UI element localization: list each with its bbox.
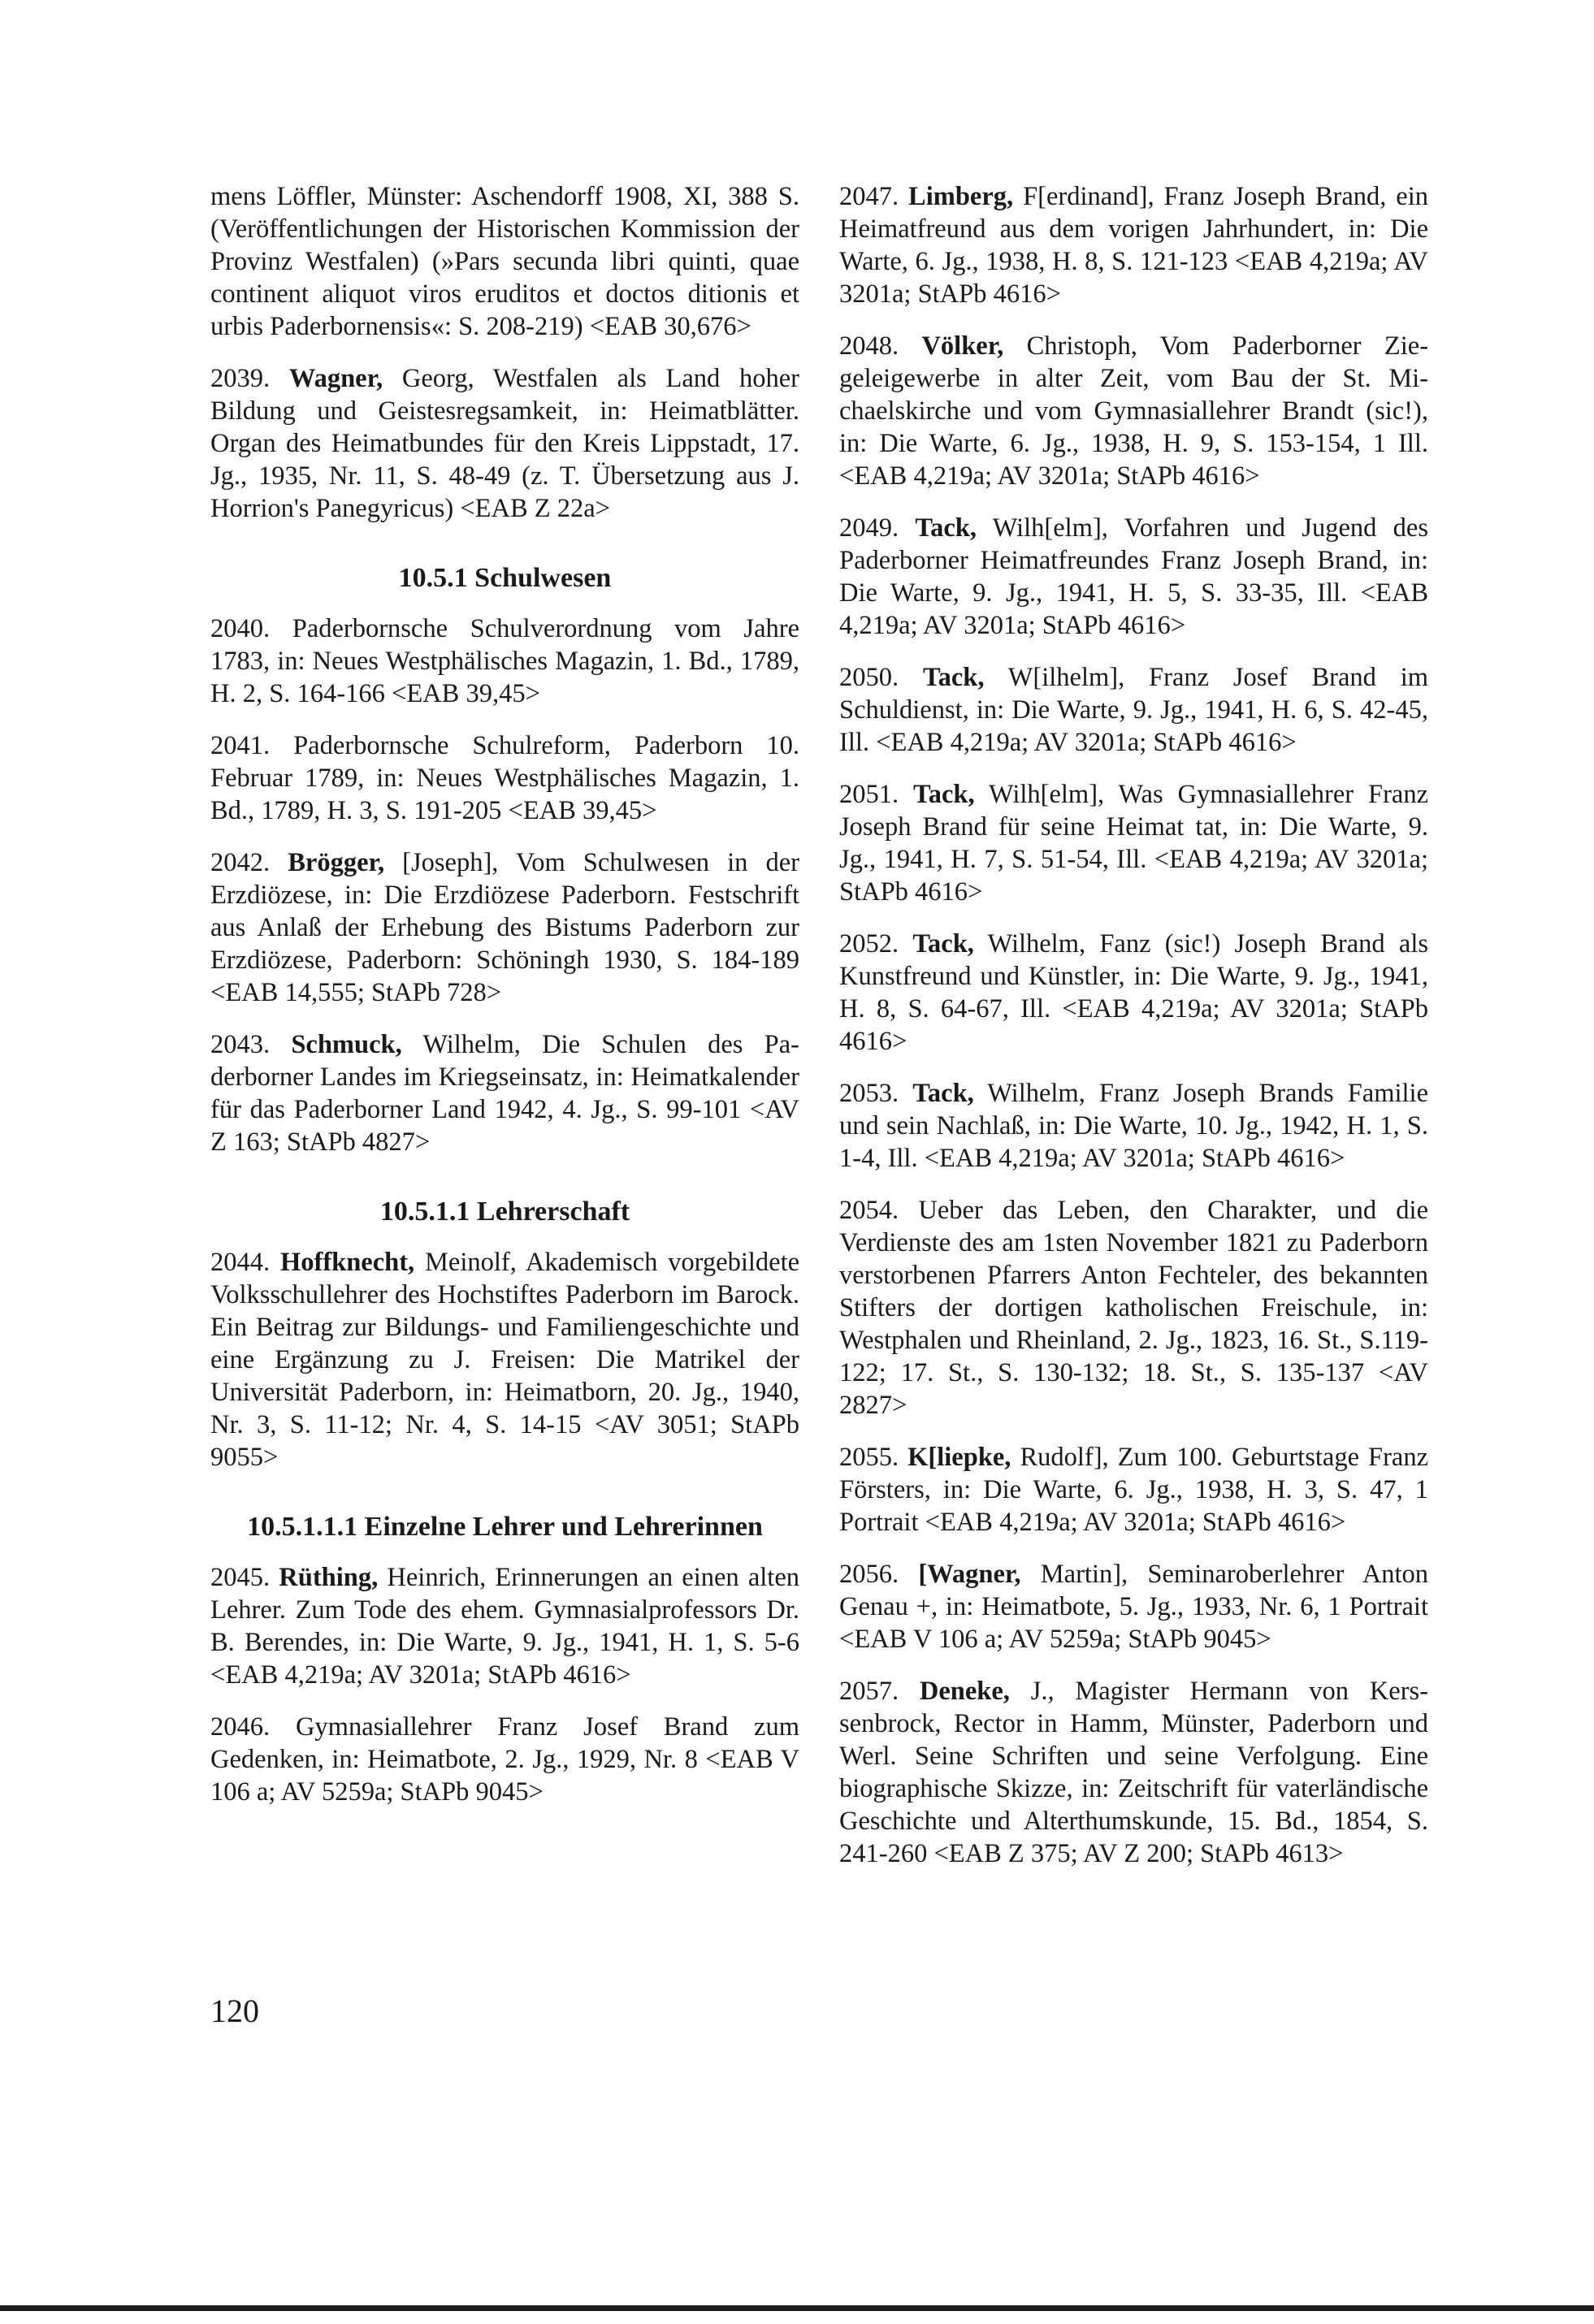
bibliography-entry xyxy=(839,1675,1428,1870)
entry-author: Tack, xyxy=(922,663,985,692)
bibliography-entry xyxy=(210,729,799,827)
bibliography-entry xyxy=(839,180,1428,310)
entry-text: Rudolf], Zum 100. Geburtstage Franz Försters, in: Die Warte, 6. Jg., 1938, H. 3, S. 47, 1 Portrait <EAB 4,219a; AV 3201a; StAPb 4616> xyxy=(839,1443,1429,1537)
entry-text: mens Löffler, Münster: Aschendorff 1908, XI, 388 S. (Veröffentlichungen der Historischen Kommission der Provinz Westfalen) (»Pars secunda libri quinti, quae continent aliquot viros eruditos et doctos ditionis et urbis Paderbornensis«: S. 208-219) <EAB 30,676> xyxy=(210,182,799,341)
entry-number: 2056. xyxy=(839,1560,899,1589)
bibliography-entry xyxy=(839,1441,1428,1539)
entry-author: Tack, xyxy=(913,780,975,809)
bibliography-entry xyxy=(210,1711,799,1808)
entry-author: Rüthing, xyxy=(279,1563,379,1592)
entry-number: 2049. xyxy=(839,513,899,543)
entry-number: 2044. xyxy=(210,1248,271,1277)
entry-number: 2042. xyxy=(210,848,271,877)
bibliography-entry xyxy=(210,180,799,343)
entry-author: Tack, xyxy=(912,1079,974,1108)
entry-number: 2046. xyxy=(210,1712,271,1742)
entry-author: Limberg, xyxy=(908,182,1014,211)
entry-text: Wilhelm, Die Schulen des Paderborner Landes im Kriegseinsatz, in: Heimatkalender für das Paderborner Land 1942, 4. Jg., S. 99-101 <AV Z 163; StAPb 4827> xyxy=(210,1030,799,1157)
bibliography-entry xyxy=(210,1028,799,1158)
entry-text: Wilh[elm], Was Gymnasiallehrer Franz Joseph Brand für seine Heimat tat, in: Die Warte, 9. Jg., 1941, H. 7, S. 51-54, Ill. <EAB 4,219a; AV 3201a; StAPb 4616> xyxy=(839,780,1429,907)
entry-number: 2051. xyxy=(839,780,899,809)
entry-author: Tack, xyxy=(912,929,974,959)
entry-number: 2050. xyxy=(839,663,899,692)
entry-number: 2054. xyxy=(839,1196,899,1225)
right-column xyxy=(839,180,1428,1889)
bottom-rule xyxy=(0,2305,1594,2311)
entry-text: J., Magister Hermann von Kerssenbrock, Rector in Hamm, Münster, Paderborn und Werl. Seine Schriften und seine Verfolgung. Eine biographische Skizze, in: Zeitschrift für vaterländische Geschichte und Alterthumskunde, 15. Bd., 1854, S. 241-260 <EAB Z 375; AV Z 200; StAPb 4613> xyxy=(839,1677,1429,1868)
entry-text: Paderbornsche Schulverordnung vom Jahre 1783, in: Neues Westphälisches Magazin, 1. Bd., 1789, H. 2, S. 164-166 <EAB 39,45> xyxy=(210,614,799,708)
section-heading: 10.5.1.1 Lehrerschaft xyxy=(379,1197,630,1227)
entry-text: Ueber das Leben, den Charakter, und die Verdienste des am 1sten November 1821 zu Paderborn verstorbenen Pfarrers Anton Fechteler, des bekannten Stifters der dortigen katholischen Freischule, in: Westphalen und Rheinland, 2. Jg., 1823, 16. St., S.119-122; 17. St., S. 130-132; 18. St., S. 135-137 <AV 2827> xyxy=(839,1196,1429,1420)
entry-text: Georg, Westfalen als Land hoher Bildung und Geistesregsamkeit, in: Heimatblätter. Organ des Heimatbundes für den Kreis Lippstadt, 17. Jg., 1935, Nr. 11, S. 48-49 (z. T. Übersetzung aus J. Horrion's Panegyricus) <EAB Z 22a> xyxy=(210,364,799,523)
entry-text: F[erdinand], Franz Joseph Brand, ein Heimatfreund aus dem vorigen Jahrhundert, in: Die Warte, 6. Jg., 1938, H. 8, S. 121-123 <EAB 4,219a; AV 3201a; StAPb 4616> xyxy=(839,182,1428,309)
entry-number: 2043. xyxy=(210,1030,271,1059)
entry-author: Brögger, xyxy=(288,848,385,877)
bibliography-entry xyxy=(839,778,1428,908)
bibliography-entry xyxy=(839,928,1428,1058)
entry-number: 2057. xyxy=(839,1677,899,1706)
entry-number: 2041. xyxy=(210,731,271,760)
entry-text: [Joseph], Vom Schulwesen in der Erzdiözese, in: Die Erzdiözese Paderborn. Festschrift aus Anlaß der Erhebung des Bistums Paderborn zur Erzdiözese, Paderborn: Schöningh 1930, S. 184-189 <EAB 14,555; StAPb 728> xyxy=(210,848,800,1007)
bibliography-entry xyxy=(839,661,1428,759)
entry-text: Wilhelm, Franz Joseph Brands Familie und sein Nachlaß, in: Die Warte, 10. Jg., 1942, H. 1, S. 1-4, Ill. <EAB 4,219a; AV 3201a; StAPb 4616> xyxy=(839,1079,1428,1173)
bibliography-entry xyxy=(210,362,799,525)
entry-text: Gymnasiallehrer Franz Josef Brand zum Gedenken, in: Heimatbote, 2. Jg., 1929, Nr. 8 <EAB V 106 a; AV 5259a; StAPb 9045> xyxy=(210,1712,799,1807)
entry-number: 2045. xyxy=(210,1563,271,1592)
entry-number: 2047. xyxy=(839,182,899,211)
bibliography-entry xyxy=(839,1558,1428,1655)
entry-author: Hoffknecht, xyxy=(279,1248,415,1277)
bibliography-entry xyxy=(210,1246,799,1474)
entry-text: W[ilhelm], Franz Josef Brand im Schuldienst, in: Die Warte, 9. Jg., 1941, H. 6, S. 42-45, Ill. <EAB 4,219a; AV 3201a; StAPb 4616> xyxy=(839,663,1429,757)
bibliography-entry xyxy=(839,330,1428,492)
entry-number: 2053. xyxy=(839,1079,899,1108)
bibliography-entry xyxy=(210,1561,799,1691)
entry-author: Schmuck, xyxy=(291,1030,402,1059)
entry-number: 2055. xyxy=(839,1443,899,1472)
bibliography-entry xyxy=(839,512,1428,642)
page-number: 120 xyxy=(210,1993,259,2029)
entry-text: Paderbornsche Schulreform, Paderborn 10. Februar 1789, in: Neues Westphälisches Magazin, 1. Bd., 1789, H. 3, S. 191-205 <EAB 39,45> xyxy=(210,731,800,825)
entry-text: Wilhelm, Fanz (sic!) Joseph Brand als Kunstfreund und Künstler, in: Die Warte, 9. Jg., 1941, H. 8, S. 64-67, Ill. <EAB 4,219a; AV 3201a; StAPb 4616> xyxy=(839,929,1428,1056)
entry-author: [Wagner, xyxy=(918,1560,1021,1589)
entry-text: Martin], Seminaroberlehrer Anton Genau +, in: Heimatbote, 5. Jg., 1933, Nr. 6, 1 Portrait <EAB V 106 a; AV 5259a; StAPb 9045> xyxy=(839,1560,1428,1654)
entry-number: 2052. xyxy=(839,929,899,959)
bibliography-entry xyxy=(210,846,799,1009)
bibliography-entry xyxy=(210,612,799,710)
entry-author: K[liepke, xyxy=(907,1443,1011,1472)
entry-author: Völker, xyxy=(921,331,1004,361)
entry-text: Christoph, Vom Paderborner Ziegeleigewerbe in alter Zeit, vom Bau der St. Michaelskirche und vom Gymnasiallehrer Brandt (sic!), in: Die Warte, 6. Jg., 1938, H. 9, S. 153-154, 1 Ill. <EAB 4,219a; AV 3201a; StAPb 4616> xyxy=(839,331,1429,491)
entry-author: Tack, xyxy=(915,513,977,543)
entry-number: 2039. xyxy=(210,364,271,393)
section-heading: 10.5.1.1.1 Einzelne Lehrer und Lehrerinnen xyxy=(247,1512,763,1542)
entry-author: Wagner, xyxy=(288,364,383,393)
section-heading: 10.5.1 Schulwesen xyxy=(398,563,612,593)
entry-text: Wilh[elm], Vorfahren und Jugend des Paderborner Heimatfreundes Franz Joseph Brand, in: Die Warte, 9. Jg., 1941, H. 5, S. 33-35, Ill. <EAB 4,219a; AV 3201a; StAPb 4616> xyxy=(839,513,1428,640)
bibliography-entry xyxy=(839,1194,1428,1422)
entry-number: 2040. xyxy=(210,614,271,643)
entry-number: 2048. xyxy=(839,331,899,361)
entry-text: Heinrich, Erinnerungen an einen alten Lehrer. Zum Tode des ehem. Gymnasialprofessors Dr. B. Berendes, in: Die Warte, 9. Jg., 1941, H. 1, S. 5-6 <EAB 4,219a; AV 3201a; StAPb 4616> xyxy=(210,1563,800,1690)
left-column xyxy=(210,180,799,1828)
entry-text: Meinolf, Akademisch vorgebildete Volksschullehrer des Hochstiftes Paderborn im Barock. Ein Beitrag zur Bildungs- und Familiengeschichte und eine Ergänzung zu J. Freisen: Die Matrikel der Universität Paderborn, in: Heimatborn, 20. Jg., 1940, Nr. 3, S. 11-12; Nr. 4, S. 14-15 <AV 3051; StAPb 9055> xyxy=(210,1248,800,1472)
entry-author: Deneke, xyxy=(919,1677,1010,1706)
bibliography-entry xyxy=(839,1077,1428,1175)
